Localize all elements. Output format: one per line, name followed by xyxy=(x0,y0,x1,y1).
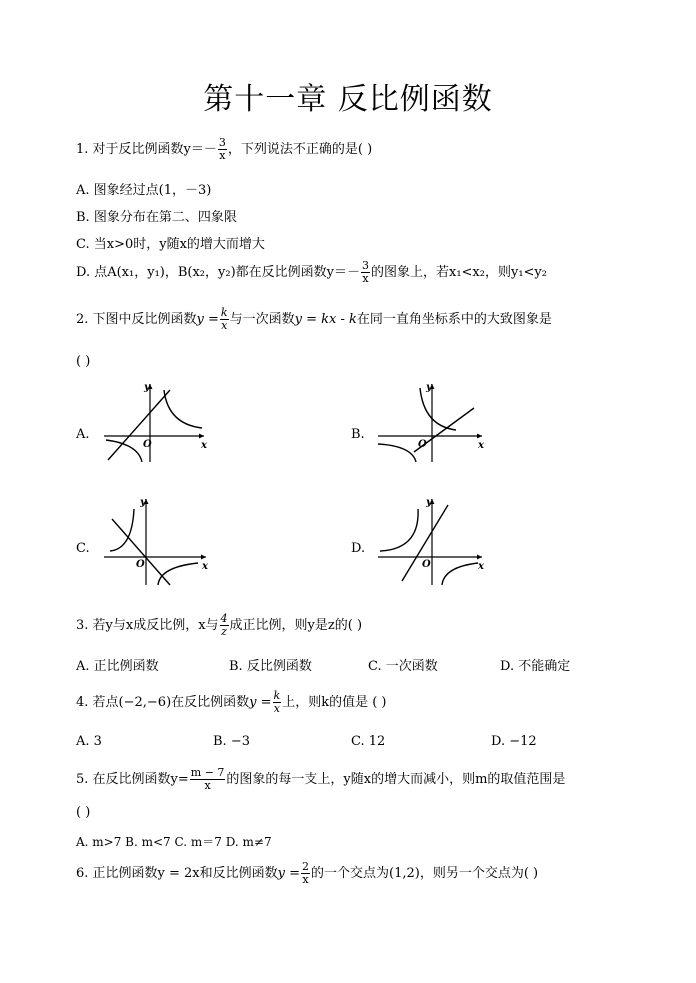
q4-y-eq: y = xyxy=(249,695,272,710)
q3-option-d: D. 不能确定 xyxy=(500,659,571,674)
q3-option-c: C. 一次函数 xyxy=(368,659,438,674)
q3-stem-pre: 3. 若y与x成反比例，x与 xyxy=(76,618,219,633)
q4-frac-den: x xyxy=(273,702,280,715)
graph-c-x-label: x xyxy=(202,561,208,572)
graph-d-y-label: y xyxy=(426,497,432,508)
q1-optd-fraction xyxy=(361,260,370,285)
q3-option-b: B. 反比例函数 xyxy=(229,659,312,674)
q4-option-c: C. 12 xyxy=(351,734,386,749)
q1-optd-num: 3 xyxy=(362,259,369,272)
graph-c-y-label: y xyxy=(140,497,146,508)
graph-a-origin: O xyxy=(143,439,152,450)
q5-paren: ( ) xyxy=(76,805,91,820)
q1-stem xyxy=(76,137,372,162)
q6-stem-post: 的一个交点为(1,2)，则另一个交点为( ) xyxy=(311,866,539,881)
q4-frac-num: k xyxy=(273,689,281,702)
graph-d xyxy=(374,495,486,587)
graph-a xyxy=(98,380,210,464)
q3-frac-den: z xyxy=(221,625,227,638)
graph-c xyxy=(98,495,210,587)
q1-stem-pre: 1. 对于反比例函数y＝－ xyxy=(76,142,217,157)
q4-option-d: D. −12 xyxy=(491,734,537,749)
q6-y-eq: y = xyxy=(277,866,301,881)
q1-optd-den: x xyxy=(362,272,369,285)
q4-option-b: B. −3 xyxy=(213,734,250,749)
q1-optd-pre: D. 点A(x₁，y₁)，B(x₂，y₂)都在反比例函数y＝－ xyxy=(76,265,360,280)
q5-frac-den: x xyxy=(204,779,211,792)
q5-options: A. m>7 B. m<7 C. m＝7 D. m≠7 xyxy=(76,835,272,849)
q5-fraction xyxy=(190,767,226,792)
q1-frac-den: x xyxy=(219,149,226,162)
q2-stem-mid: 与一次函数 xyxy=(229,312,295,327)
q2-paren: ( ) xyxy=(76,354,91,369)
q3-stem xyxy=(76,613,362,638)
q2-fraction xyxy=(220,307,229,332)
q2-linear: y = kx - k xyxy=(294,312,357,327)
q1-option-a: A. 图象经过点(1，－3) xyxy=(76,183,212,198)
page-title: 第十一章 反比例函数 xyxy=(203,82,493,117)
q5-stem-pre: 5. 在反比例函数y= xyxy=(76,772,189,787)
graph-d-x-label: x xyxy=(478,561,484,572)
q1-fraction xyxy=(218,137,227,162)
q3-frac-num: 4 xyxy=(220,612,228,625)
q4-option-a: A. 3 xyxy=(76,734,102,749)
q2-label-a: A. xyxy=(76,427,90,442)
q2-stem-post: 在同一直角坐标系中的大致图象是 xyxy=(356,312,552,327)
q2-label-c: C. xyxy=(76,541,90,556)
graph-a-y-label: y xyxy=(144,382,150,393)
q3-fraction xyxy=(220,613,229,638)
graph-b xyxy=(374,380,486,464)
q4-stem xyxy=(76,690,386,715)
graph-b-y-label: y xyxy=(426,382,432,393)
graph-b-origin: O xyxy=(418,439,427,450)
q3-option-a: A. 正比例函数 xyxy=(76,659,159,674)
q1-option-c: C. 当x>0时，y随x的增大而增大 xyxy=(76,237,265,252)
q6-fraction xyxy=(301,861,310,886)
graph-b-x-label: x xyxy=(478,440,484,451)
q3-stem-post: 成正比例，则y是z的( ) xyxy=(229,618,363,633)
q4-stem-pre: 4. 若点(−2,−6)在反比例函数 xyxy=(76,695,250,710)
q5-frac-num: m − 7 xyxy=(190,766,225,779)
q6-frac-num: 2 xyxy=(302,860,310,873)
q1-optd-post: 的图象上，若x₁<x₂，则y₁<y₂ xyxy=(371,265,547,280)
q1-option-b: B. 图象分布在第二、四象限 xyxy=(76,210,237,225)
q2-y-eq: y = xyxy=(196,312,219,327)
q5-stem xyxy=(76,767,565,792)
q1-frac-num: 3 xyxy=(218,136,226,149)
q1-stem-post: ，下列说法不正确的是( ) xyxy=(227,142,373,157)
q2-stem xyxy=(76,307,552,332)
q2-frac-den: x xyxy=(221,319,228,332)
graph-c-origin: O xyxy=(136,559,145,570)
graph-a-x-label: x xyxy=(201,440,207,451)
q6-stem xyxy=(76,861,538,886)
q4-stem-post: 上，则k的值是 ( ) xyxy=(282,695,387,710)
q1-option-d xyxy=(76,260,547,285)
q2-stem-pre: 2. 下图中反比例函数 xyxy=(76,312,197,327)
q5-stem-post: 的图象的每一支上，y随x的增大而减小，则m的取值范围是 xyxy=(226,772,566,787)
q4-fraction xyxy=(273,690,282,715)
q6-stem-pre: 6. 正比例函数y = 2x和反比例函数 xyxy=(76,866,278,881)
q2-label-b: B. xyxy=(351,427,365,442)
q2-label-d: D. xyxy=(351,541,366,556)
q6-frac-den: x xyxy=(302,873,309,886)
graph-d-origin: O xyxy=(422,559,431,570)
q2-frac-num: k xyxy=(220,306,228,319)
